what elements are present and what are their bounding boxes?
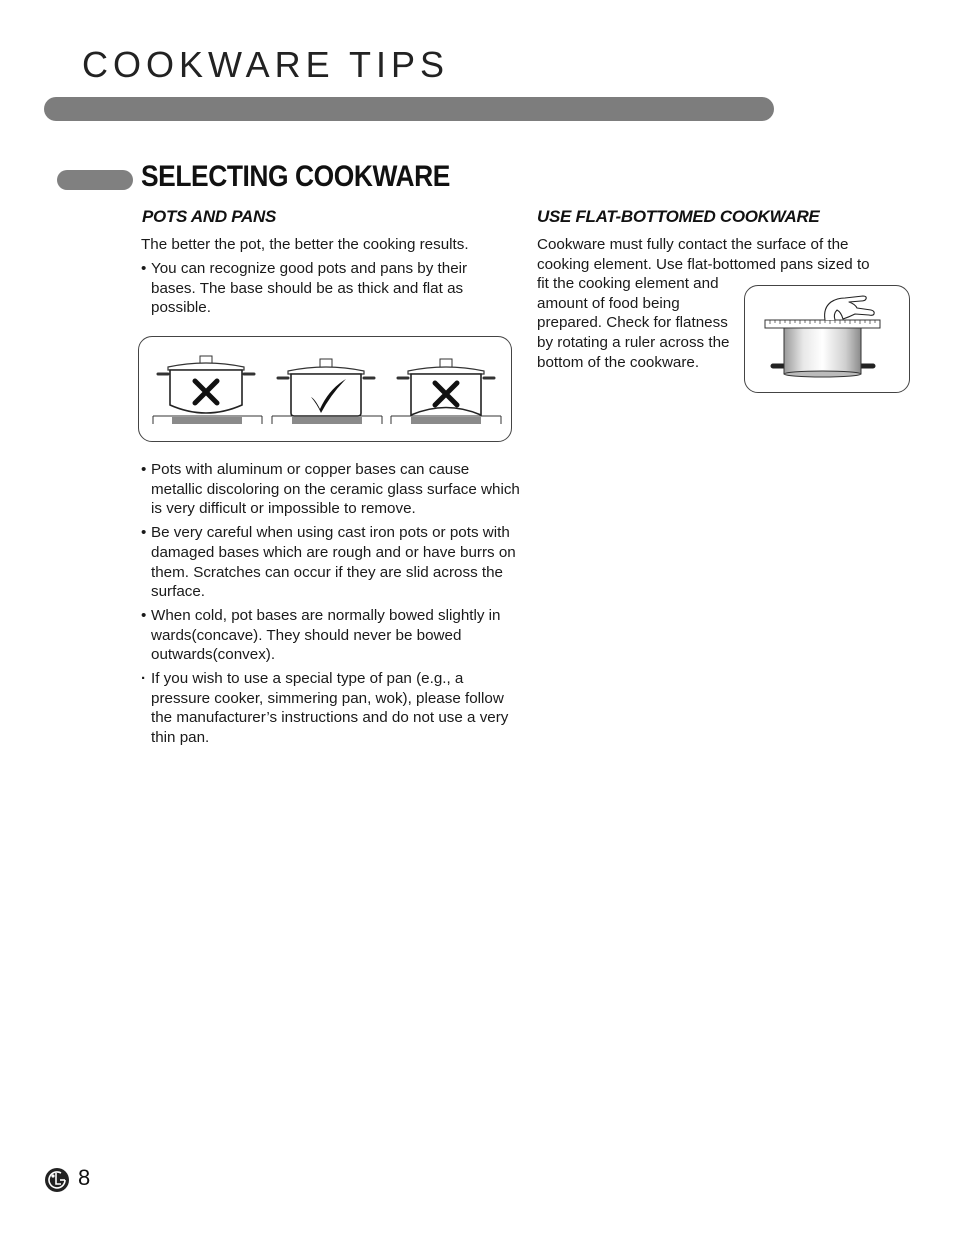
pot-flat-icon [272, 359, 382, 424]
section-title: SELECTING COOKWARE [141, 160, 450, 193]
title-bar [44, 97, 774, 121]
lg-logo-icon [44, 1167, 70, 1193]
flat-para-line2: cooking element. Use flat-bottomed pans sized to [537, 256, 870, 273]
list-item: • Be very careful when using cast iron pots or pots with damaged bases which are rough and or have burrs on them. Scratches can occur if they are slid across the surface. [141, 523, 521, 602]
pots-figure [138, 336, 512, 442]
list-item: • You can recognize good pots and pans by their bases. The base should be as thick and flat as possible. [141, 259, 507, 318]
list-item: • Pots with aluminum or copper bases can cause metallic discoloring on the ceramic glass surface which is very difficult or impossible to remove. [141, 460, 521, 519]
section-pill [57, 170, 133, 190]
ruler-figure [744, 285, 910, 393]
page-title: COOKWARE TIPS [82, 44, 450, 85]
pot-with-ruler-icon [765, 296, 880, 377]
pots-intro: The better the pot, the better the cooking results. [141, 236, 469, 253]
pot-concave-icon [391, 359, 501, 424]
list-item: · If you wish to use a special type of pan (e.g., a pressure cooker, simmering pan, wok), please follow the manufacturer’s instructions and do not use a very thin pan. [141, 669, 521, 748]
bullet-list-top [141, 259, 507, 322]
page-number: 8 [78, 1165, 91, 1190]
pots-and-pans-heading: POTS AND PANS [142, 207, 277, 226]
bullet-list-bottom [141, 460, 521, 752]
flat-bottomed-heading: USE FLAT-BOTTOMED COOKWARE [537, 207, 820, 226]
flat-para-line1: Cookware must fully contact the surface of the [537, 236, 849, 253]
flat-para-rest: fit the cooking element and amount of food being prepared. Check for flatness by rotating a ruler across the bottom of the cookware. [537, 275, 730, 371]
list-item: • When cold, pot bases are normally bowed slightly in wards(concave). They should never be bowed outwards(convex). [141, 606, 521, 665]
pot-convex-icon [153, 356, 262, 424]
